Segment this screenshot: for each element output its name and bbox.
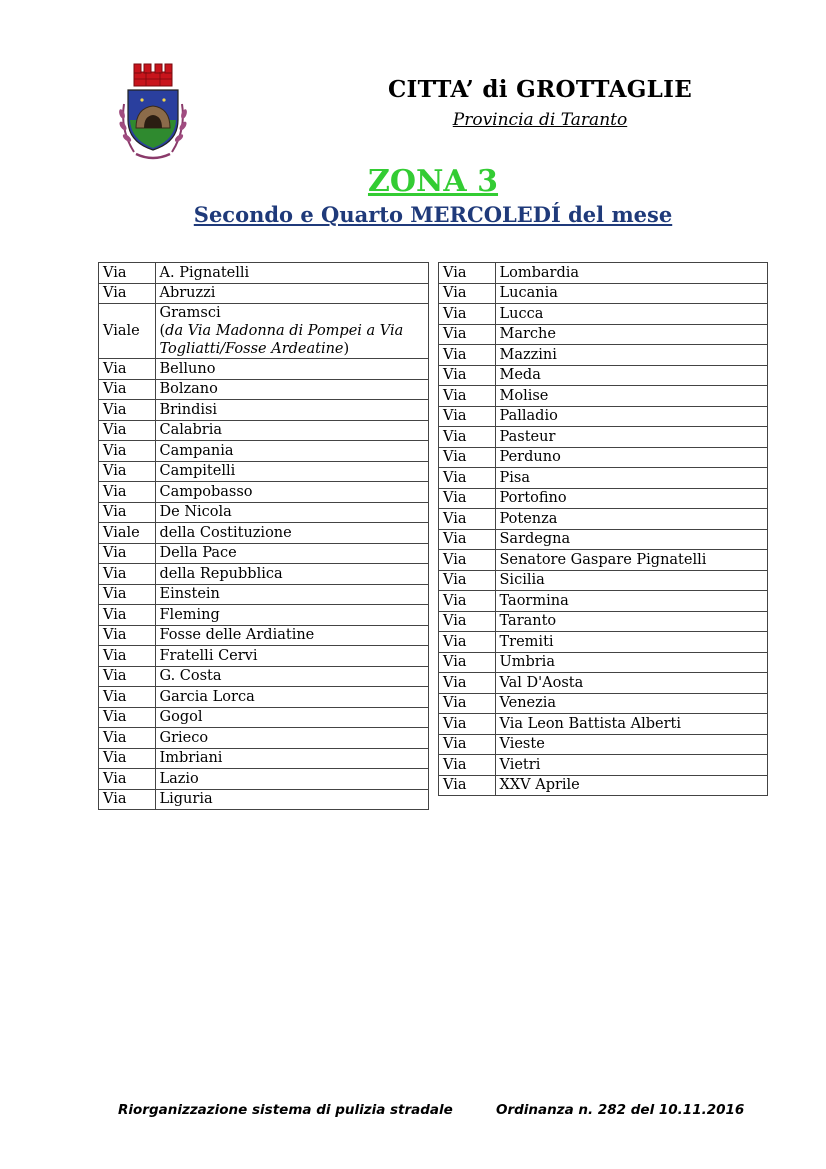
street-name-cell: Lucania: [495, 283, 768, 304]
street-type-cell: Via: [99, 482, 156, 503]
table-row: [439, 386, 768, 407]
city-title: CITTA’ di GROTTAGLIE: [387, 76, 693, 103]
street-type-cell: Via: [439, 673, 496, 694]
street-type-cell: Via: [99, 461, 156, 482]
table-row: [439, 488, 768, 509]
street-type-cell: Via: [439, 693, 496, 714]
street-name-cell: Taranto: [495, 611, 768, 632]
footer-ordinance: Ordinanza n. 282 del 10.11.2016: [496, 1102, 745, 1118]
street-name-cell: Lazio: [155, 769, 429, 790]
table-row: [439, 611, 768, 632]
street-name-cell: Gogol: [155, 707, 429, 728]
table-row: [439, 775, 768, 796]
table-row: [99, 687, 429, 708]
street-type-cell: Via: [439, 324, 496, 345]
note-text: da Via Madonna di Pompei a Via Togliatti/Fosse Ardeatine: [159, 323, 404, 357]
street-name-cell: Taormina: [495, 591, 768, 612]
street-type-cell: Via: [99, 666, 156, 687]
note-open-paren: (: [159, 323, 166, 339]
street-type-cell: Via: [439, 406, 496, 427]
table-row: [439, 345, 768, 366]
table-row: [439, 673, 768, 694]
street-name-cell: Venezia: [495, 693, 768, 714]
street-type-cell: Via: [99, 502, 156, 523]
street-type-cell: Via: [439, 304, 496, 325]
street-type-cell: Via: [99, 728, 156, 749]
street-name-cell: [155, 304, 429, 359]
street-name-cell: Einstein: [155, 584, 429, 605]
table-row: [439, 632, 768, 653]
street-name-cell: Lombardia: [495, 263, 768, 284]
street-type-cell: Via: [439, 775, 496, 796]
street-type-cell: Via: [99, 564, 156, 585]
table-row: [99, 625, 429, 646]
street-name-cell: Via Leon Battista Alberti: [495, 714, 768, 735]
table-row: [99, 359, 429, 380]
streets-table-right: [438, 262, 768, 796]
street-name-cell: Meda: [495, 365, 768, 386]
street-type-cell: Via: [439, 345, 496, 366]
street-name-cell: Vietri: [495, 755, 768, 776]
table-row: [439, 570, 768, 591]
street-name-cell: Campania: [155, 441, 429, 462]
street-section-note: [160, 322, 425, 358]
table-row: [99, 605, 429, 626]
street-type-cell: Via: [439, 468, 496, 489]
grottaglie-coat-of-arms-icon: [112, 58, 194, 166]
street-type-cell: Via: [99, 543, 156, 564]
note-close-paren: ): [343, 341, 350, 357]
table-row: [439, 427, 768, 448]
table-row: [99, 263, 429, 284]
table-row: [439, 304, 768, 325]
street-name-cell: Fosse delle Ardiatine: [155, 625, 429, 646]
street-name-cell: Senatore Gaspare Pignatelli: [495, 550, 768, 571]
street-type-cell: Via: [99, 646, 156, 667]
street-type-cell: Via: [99, 707, 156, 728]
street-name-cell: Val D'Aosta: [495, 673, 768, 694]
street-type-cell: Via: [439, 611, 496, 632]
street-type-cell: Via: [439, 488, 496, 509]
table-row: [439, 693, 768, 714]
street-type-cell: Via: [99, 359, 156, 380]
street-type-cell: Via: [439, 755, 496, 776]
table-row: [99, 789, 429, 810]
table-row: [99, 646, 429, 667]
street-name-cell: Campobasso: [155, 482, 429, 503]
street-type-cell: Via: [439, 365, 496, 386]
street-type-cell: Via: [99, 263, 156, 284]
table-row: [439, 734, 768, 755]
table-row: [99, 564, 429, 585]
street-type-cell: Via: [439, 652, 496, 673]
table-row: [439, 324, 768, 345]
table-row: [99, 543, 429, 564]
street-name: Gramsci: [159, 305, 221, 321]
street-name-cell: Pasteur: [495, 427, 768, 448]
street-type-cell: Via: [99, 789, 156, 810]
table-row: [99, 379, 429, 400]
street-name-cell: Mazzini: [495, 345, 768, 366]
street-type-cell: Via: [439, 283, 496, 304]
streets-table-left: [98, 262, 429, 810]
table-row: [439, 529, 768, 550]
table-row: [439, 447, 768, 468]
table-row: [439, 365, 768, 386]
zone-title-text: ZONA 3: [367, 164, 499, 199]
street-name-cell: Campitelli: [155, 461, 429, 482]
street-name-cell: Marche: [495, 324, 768, 345]
street-type-cell: Via: [439, 632, 496, 653]
street-type-cell: Viale: [99, 304, 156, 359]
street-name-cell: Fleming: [155, 605, 429, 626]
street-type-cell: Via: [439, 386, 496, 407]
street-name-cell: Palladio: [495, 406, 768, 427]
street-name-cell: Potenza: [495, 509, 768, 530]
street-name-cell: della Costituzione: [155, 523, 429, 544]
table-row: [99, 769, 429, 790]
table-row: [99, 461, 429, 482]
street-name-cell: Portofino: [495, 488, 768, 509]
table-row: [99, 502, 429, 523]
street-name-cell: Garcia Lorca: [155, 687, 429, 708]
street-type-cell: Via: [439, 550, 496, 571]
street-type-cell: Viale: [99, 523, 156, 544]
street-type-cell: Via: [439, 427, 496, 448]
province-text: Provincia di Taranto: [452, 110, 628, 130]
table-row: [439, 263, 768, 284]
street-name-cell: Grieco: [155, 728, 429, 749]
street-type-cell: Via: [99, 687, 156, 708]
table-row: [439, 283, 768, 304]
street-name-cell: Perduno: [495, 447, 768, 468]
table-row: [439, 406, 768, 427]
street-type-cell: Via: [99, 400, 156, 421]
street-name-cell: Vieste: [495, 734, 768, 755]
street-name-cell: Abruzzi: [155, 283, 429, 304]
table-row: [99, 420, 429, 441]
street-type-cell: Via: [99, 420, 156, 441]
schedule-subtitle-text: Secondo e Quarto MERCOLEDÍ del mese: [193, 202, 673, 227]
street-name-cell: Molise: [495, 386, 768, 407]
street-name-cell: XXV Aprile: [495, 775, 768, 796]
street-name-cell: De Nicola: [155, 502, 429, 523]
street-name-cell: Tremiti: [495, 632, 768, 653]
street-type-cell: Via: [99, 584, 156, 605]
street-name-cell: Calabria: [155, 420, 429, 441]
table-row: [439, 550, 768, 571]
table-row: [99, 482, 429, 503]
street-type-cell: Via: [439, 509, 496, 530]
table-row: [99, 400, 429, 421]
street-type-cell: Via: [439, 263, 496, 284]
street-name-cell: Brindisi: [155, 400, 429, 421]
table-row: [99, 304, 429, 359]
table-row: [99, 707, 429, 728]
street-name-cell: Lucca: [495, 304, 768, 325]
street-type-cell: Via: [99, 605, 156, 626]
table-row: [99, 666, 429, 687]
street-type-cell: Via: [439, 591, 496, 612]
table-row: [439, 591, 768, 612]
street-type-cell: Via: [99, 379, 156, 400]
table-row: [99, 728, 429, 749]
street-name-cell: Sicilia: [495, 570, 768, 591]
street-name-cell: Bolzano: [155, 379, 429, 400]
street-name-cell: Pisa: [495, 468, 768, 489]
street-name-cell: della Repubblica: [155, 564, 429, 585]
table-row: [439, 509, 768, 530]
street-type-cell: Via: [99, 441, 156, 462]
street-name-cell: Umbria: [495, 652, 768, 673]
table-row: [99, 523, 429, 544]
street-type-cell: Via: [439, 714, 496, 735]
street-name-cell: G. Costa: [155, 666, 429, 687]
street-type-cell: Via: [439, 570, 496, 591]
street-type-cell: Via: [99, 769, 156, 790]
table-row: [99, 441, 429, 462]
zone-title: [300, 164, 566, 199]
table-row: [99, 584, 429, 605]
street-name-cell: Fratelli Cervi: [155, 646, 429, 667]
table-row: [439, 468, 768, 489]
street-name-cell: A. Pignatelli: [155, 263, 429, 284]
province-subtitle: [330, 110, 750, 130]
table-row: [439, 714, 768, 735]
table-row: [99, 748, 429, 769]
street-type-cell: Via: [99, 283, 156, 304]
footer-project-title: Riorganizzazione sistema di pulizia stradale: [118, 1102, 453, 1118]
street-name-cell: Della Pace: [155, 543, 429, 564]
street-type-cell: Via: [439, 734, 496, 755]
street-type-cell: Via: [99, 748, 156, 769]
street-type-cell: Via: [439, 447, 496, 468]
street-type-cell: Via: [99, 625, 156, 646]
schedule-subtitle: [150, 202, 716, 227]
street-name-cell: Imbriani: [155, 748, 429, 769]
street-name-cell: Belluno: [155, 359, 429, 380]
table-row: [439, 652, 768, 673]
street-name-cell: Sardegna: [495, 529, 768, 550]
street-name-cell: Liguria: [155, 789, 429, 810]
street-type-cell: Via: [439, 529, 496, 550]
table-row: [99, 283, 429, 304]
table-row: [439, 755, 768, 776]
